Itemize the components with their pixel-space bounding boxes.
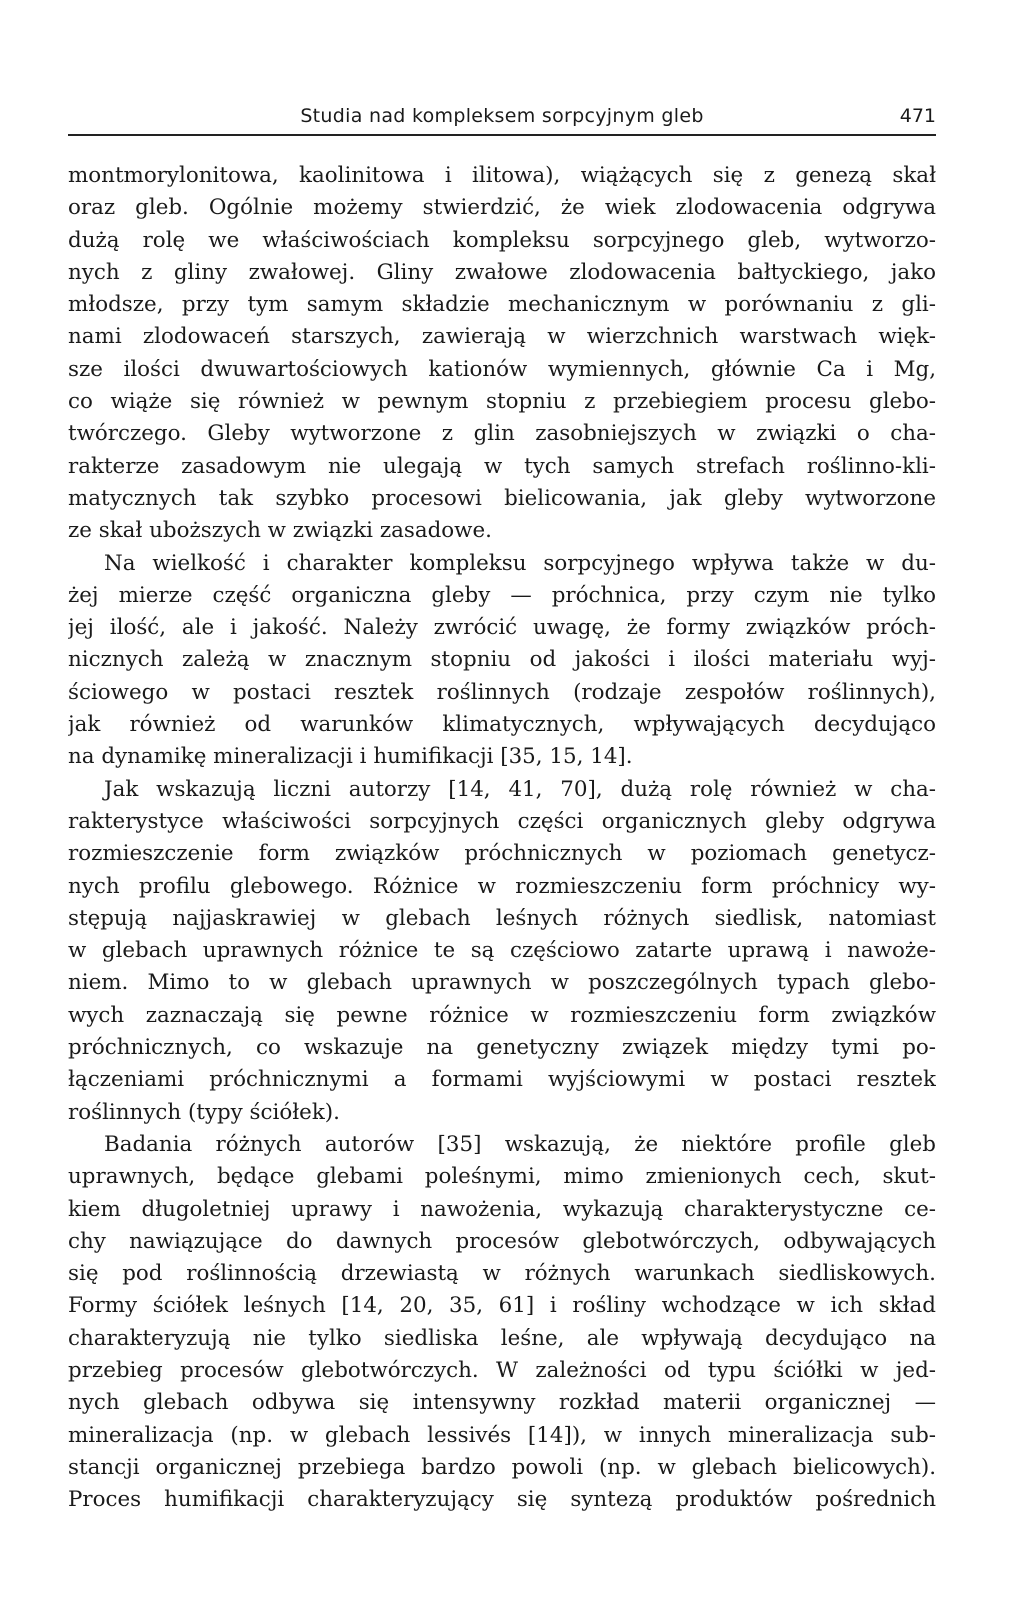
text-line: sze ilości dwuwartościowych kationów wymiennych, głównie Ca i Mg, bbox=[68, 356, 936, 382]
text-line: Formy ściółek leśnych [14, 20, 35, 61] i rośliny wchodzące w ich skład bbox=[68, 1293, 936, 1319]
text-line: ze skał uboższych w związki zasadowe. bbox=[68, 518, 492, 544]
text-line: kiem długoletniej uprawy i nawożenia, wykazują charakterystyczne ce- bbox=[68, 1196, 936, 1222]
text-line: Na wielkość i charakter kompleksu sorpcyjnego wpływa także w du- bbox=[104, 550, 936, 576]
text-line: nych profilu glebowego. Różnice w rozmieszczeniu form próchnicy wy- bbox=[68, 873, 936, 899]
text-line: jej ilość, ale i jakość. Należy zwrócić uwagę, że formy związków próch- bbox=[68, 615, 936, 641]
text-line: wych zaznaczają się pewne różnice w rozmieszczeniu form związków bbox=[68, 1002, 936, 1028]
paragraph-4 bbox=[68, 1129, 936, 1517]
text-line: co wiąże się również w pewnym stopniu z przebiegiem procesu glebo- bbox=[68, 389, 936, 415]
body-text bbox=[68, 160, 936, 1516]
text-line: charakteryzują nie tylko siedliska leśne, ale wpływają decydująco na bbox=[68, 1325, 936, 1351]
text-line: rozmieszczenie form związków próchnicznych w poziomach genetycz- bbox=[68, 841, 936, 867]
text-line: stancji organicznej przebiega bardzo powoli (np. w glebach bielicowych). bbox=[68, 1454, 936, 1480]
text-line: roślinnych (typy ściółek). bbox=[68, 1099, 340, 1125]
text-line: Jak wskazują liczni autorzy [14, 41, 70], dużą rolę również w cha- bbox=[104, 776, 936, 802]
text-line: się pod roślinnością drzewiastą w różnych warunkach siedliskowych. bbox=[68, 1261, 936, 1287]
paragraph-1 bbox=[68, 160, 936, 548]
text-line: żej mierze część organiczna gleby — próchnica, przy czym nie tylko bbox=[68, 582, 936, 608]
text-line: dużą rolę we właściwościach kompleksu sorpcyjnego gleb, wytworzo- bbox=[68, 227, 936, 253]
text-line: twórczego. Gleby wytworzone z glin zasobniejszych w związki o cha- bbox=[68, 421, 936, 447]
text-line: przebieg procesów glebotwórczych. W zależności od typu ściółki w jed- bbox=[68, 1357, 936, 1383]
running-header bbox=[68, 103, 936, 133]
text-line: nami zlodowaceń starszych, zawierają w wierzchnich warstwach więk- bbox=[68, 324, 936, 350]
text-line: próchnicznych, co wskazuje na genetyczny związek między tymi po- bbox=[68, 1035, 936, 1061]
text-line: oraz gleb. Ogólnie możemy stwierdzić, że wiek zlodowacenia odgrywa bbox=[68, 195, 936, 221]
text-line: montmorylonitowa, kaolinitowa i ilitowa), wiążących się z genezą skał bbox=[68, 163, 936, 188]
text-line: matycznych tak szybko procesowi bielicowania, jak gleby wytworzone bbox=[68, 485, 936, 511]
text-line: niem. Mimo to w glebach uprawnych w poszczególnych typach glebo- bbox=[68, 970, 936, 996]
paragraph-2 bbox=[68, 548, 936, 774]
text-line: na dynamikę mineralizacji i humifikacji [35, 15, 14]. bbox=[68, 744, 633, 770]
page-number: 471 bbox=[899, 105, 936, 127]
text-line: stępują najjaskrawiej w glebach leśnych różnych siedlisk, natomiast bbox=[68, 905, 936, 931]
text-line: nicznych zależą w znacznym stopniu od jakości i ilości materiału wyj- bbox=[68, 647, 936, 673]
text-line: chy nawiązujące do dawnych procesów glebotwórczych, odbywających bbox=[68, 1228, 936, 1254]
header-rule bbox=[68, 134, 936, 136]
text-line: jak również od warunków klimatycznych, wpływających decydująco bbox=[68, 712, 936, 738]
text-line: łączeniami próchnicznymi a formami wyjściowymi w postaci resztek bbox=[68, 1067, 936, 1093]
text-line: młodsze, przy tym samym składzie mechanicznym w porównaniu z gli- bbox=[68, 292, 936, 318]
text-line: rakterze zasadowym nie ulegają w tych samych strefach roślinno-kli- bbox=[68, 453, 936, 479]
text-line: w glebach uprawnych różnice te są częściowo zatarte uprawą i nawoże- bbox=[68, 938, 936, 964]
paragraph-3 bbox=[68, 774, 936, 1129]
text-line: uprawnych, będące glebami poleśnymi, mimo zmienionych cech, skut- bbox=[68, 1164, 936, 1190]
text-line: nych glebach odbywa się intensywny rozkład materii organicznej — bbox=[68, 1390, 936, 1416]
text-line: Proces humifikacji charakteryzujący się syntezą produktów pośrednich bbox=[68, 1487, 936, 1513]
text-line: ściowego w postaci resztek roślinnych (rodzaje zespołów roślinnych), bbox=[68, 679, 936, 705]
running-title: Studia nad kompleksem sorpcyjnym gleb bbox=[300, 105, 704, 127]
text-line: Badania różnych autorów [35] wskazują, że niektóre profile gleb bbox=[104, 1131, 936, 1157]
text-line: nych z gliny zwałowej. Gliny zwałowe zlodowacenia bałtyckiego, jako bbox=[68, 259, 936, 285]
text-line: rakterystyce właściwości sorpcyjnych części organicznych gleby odgrywa bbox=[68, 808, 936, 834]
text-line: mineralizacja (np. w glebach lessivés [14]), w innych mineralizacja sub- bbox=[68, 1422, 936, 1448]
